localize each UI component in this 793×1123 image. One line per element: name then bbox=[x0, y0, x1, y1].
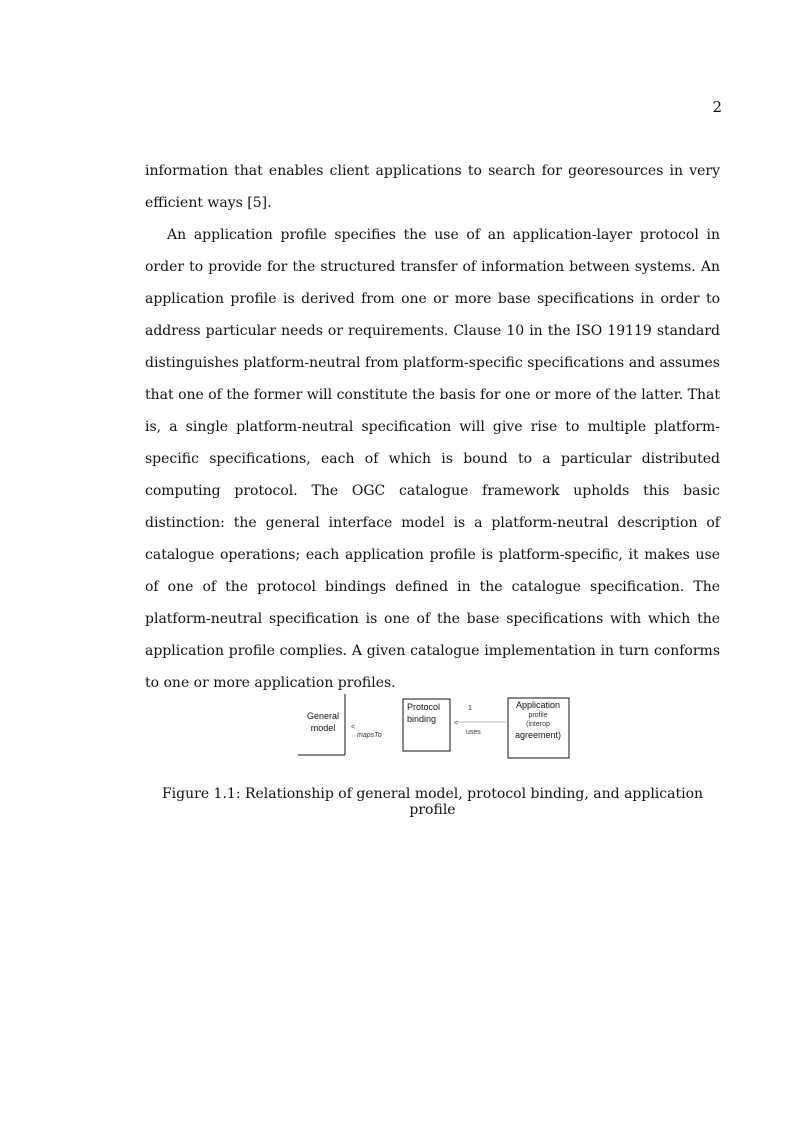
protocol-binding-label-2: binding bbox=[407, 714, 437, 724]
application-profile-label-4: agreement) bbox=[514, 730, 562, 740]
paragraph-application-profile: An application profile specifies the use of an application-layer protocol in order to provide for the structured transfer of information between systems. An application profile is derived from one or more base specifications in order to address particular needs or requirements. Clause 10 in the ISO 19119 standard distinguishes platform-neutral from platform-specific specifications and assumes that one of the former will constitute the basis for one or more of the latter. That is, a single platform-neutral specification will give rise to multiple platform-specific specifications, each of which is bound to a particular distributed computing protocol. The OGC catalogue framework upholds this basic distinction: the general interface model is a platform-neutral description of catalogue operations; each application profile is platform-specific, it makes use of one of the protocol bindings defined in the catalogue specification. The platform-neutral specification is one of the base specifications with which the application profile complies. A given catalogue implementation in turn conforms to one or more application profiles. bbox=[145, 227, 720, 691]
application-profile-node bbox=[508, 698, 569, 758]
uses-label: uses bbox=[466, 729, 481, 736]
body-text bbox=[145, 155, 720, 699]
multiplicity-label: 1 bbox=[468, 705, 472, 712]
figure-diagram bbox=[295, 690, 575, 765]
maps-to-arrow: < bbox=[351, 724, 356, 731]
application-profile-label-1: Application bbox=[515, 700, 561, 710]
application-profile-label-3: (interop bbox=[526, 721, 550, 728]
uses-relation bbox=[454, 705, 506, 736]
maps-to-label: mapsTo bbox=[357, 732, 382, 739]
protocol-binding-node bbox=[403, 699, 450, 751]
protocol-binding-label-1: Protocol bbox=[407, 702, 441, 712]
general-model-label-2: model bbox=[310, 723, 336, 733]
maps-to-relation bbox=[351, 724, 382, 739]
general-model-node bbox=[298, 694, 345, 755]
application-profile-label-2: profile bbox=[528, 712, 548, 719]
figure-caption: Figure 1.1: Relationship of general model, protocol binding, and application profile bbox=[161, 786, 704, 818]
general-model-label-1: General bbox=[306, 711, 340, 721]
uses-arrow: < bbox=[454, 720, 459, 727]
page-number: 2 bbox=[712, 98, 722, 116]
paragraph-continued: information that enables client applications to search for georesources in very efficient ways [5]. bbox=[145, 163, 720, 211]
